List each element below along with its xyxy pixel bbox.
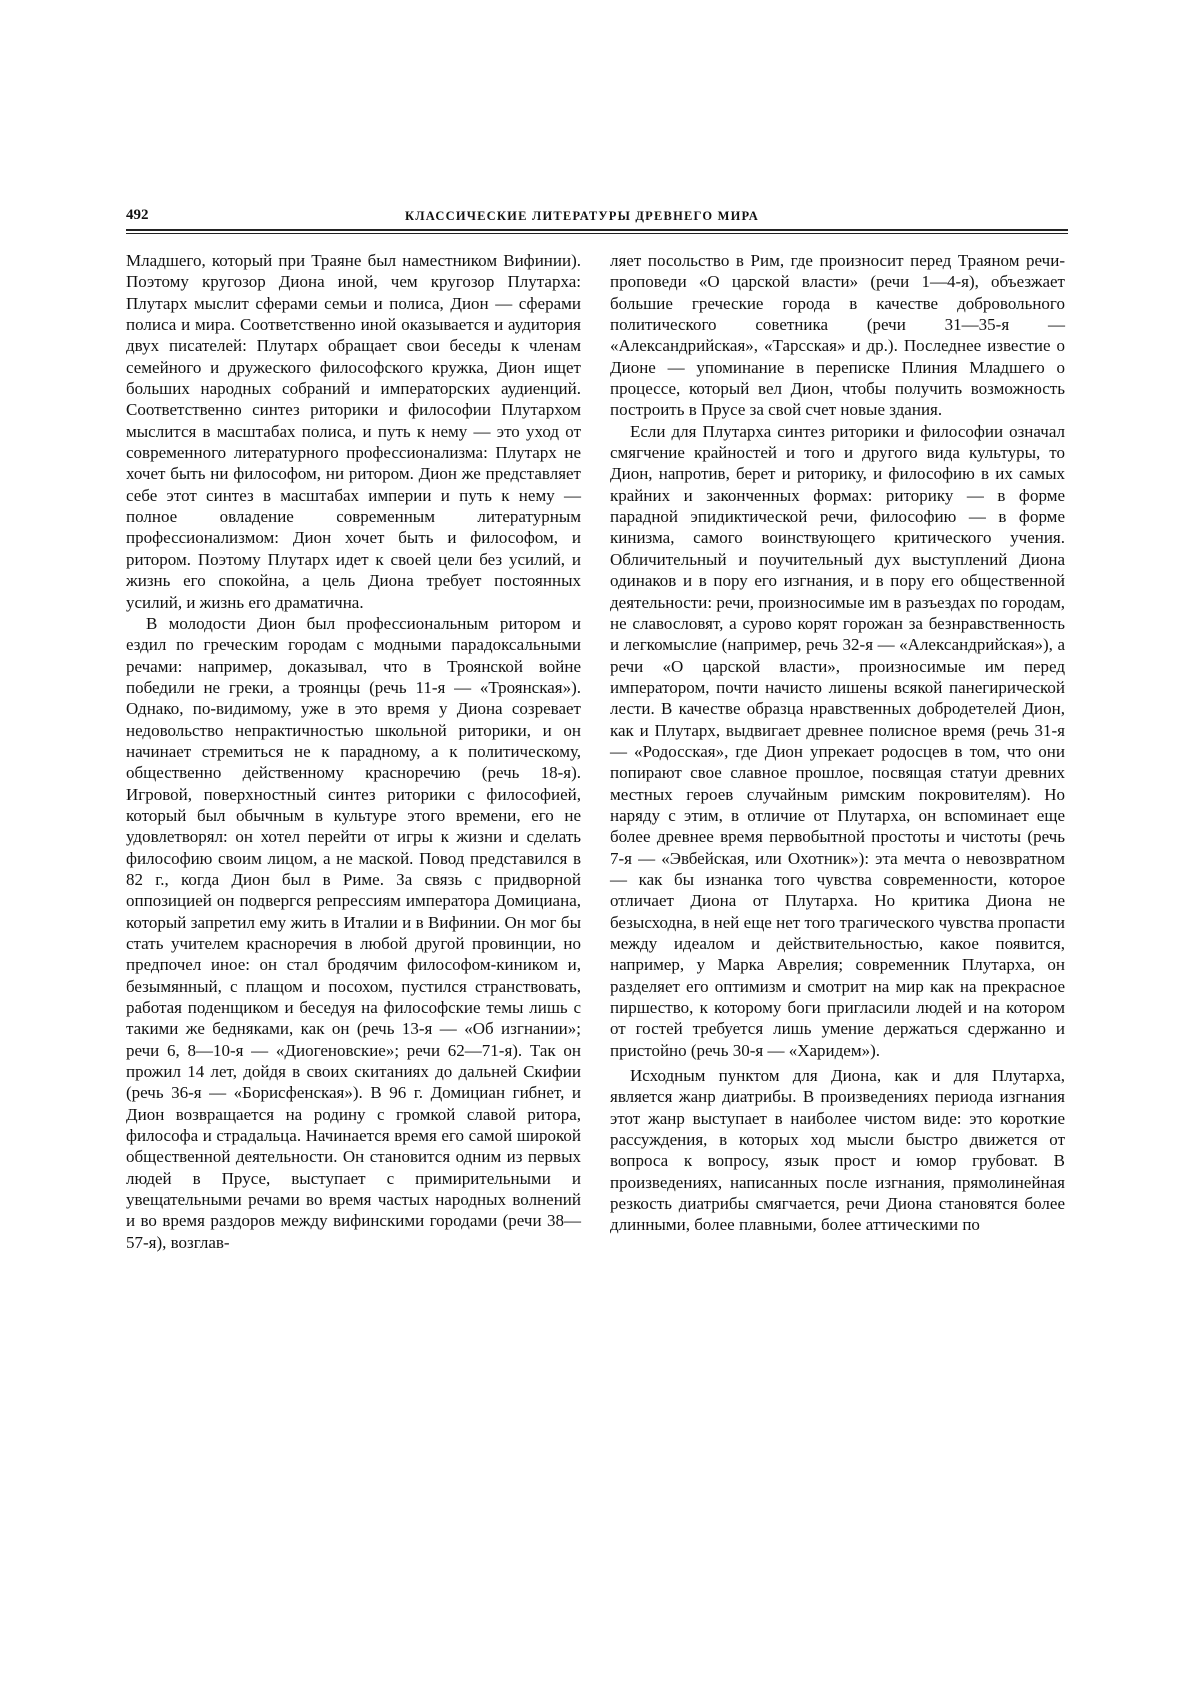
page-number: 492	[126, 207, 149, 223]
header-rule-thin	[126, 233, 1068, 234]
paragraph: В молодости Дион был профессиональным ритором и ездил по греческим городам с модными парадоксальными речами: например, доказывал, что в Троянской войне победили не греки, а троянцы (речь 11-я — «Троянская»). Однако, по-видимому, уже в это время у Диона созревает недовольство непрактичностью школьной риторики, и он начинает стремиться не к парадному, а к политическому, общественно действенному красноречию (речь 18-я). Игровой, поверхностный синтез риторики с философией, который был обычным в культуре этого времени, его не удовлетворял: он хотел перейти от игры к жизни и сделать философию своим лицом, а не маской. Повод представился в 82 г., когда Дион был в Риме. За связь с придворной оппозицией он подвергся репрессиям императора Домициана, который запретил ему жить в Италии и в Вифинии. Он мог бы стать учителем красноречия в любой другой провинции, но предпочел иное: он стал бродячим философом-киником и, безымянный, с плащом и посохом, пустился странствовать, работая поденщиком и беседуя на философские темы лишь с такими же бедняками, как он (речь 13-я — «Об изгнании»; речи 6, 8—10-я — «Диогеновские»; речи 62—71-я). Так он прожил 14 лет, дойдя в своих скитаниях до дальней Скифии (речь 36-я — «Борисфенская»). В 96 г. Домициан гибнет, и Дион возвращается на родину с громкой славой ритора, философа и страдальца. Начинается время его самой широкой общественной деятельности. Он становится одним из первых людей в Прусе, выступает с примирительными и увещательными речами во время частых народных волнений и во время раздоров между вифинскими городами (речи 38—57-я), возглав-	[126, 613, 581, 1252]
paragraph: Если для Плутарха синтез риторики и философии означал смягчение крайностей и того и другого вида культуры, то Дион, напротив, берет и риторику, и философию в их самых крайних и законченных формах: риторику — в форме парадной эпидиктической речи, философию — в форме кинизма, самого воинствующего критического учения. Обличительный и поучительный дух выступлений Диона одинаков и в пору его изгнания, и в пору его общественной деятельности: речи, произносимые им в разъездах по городам, не славословят, а сурово корят горожан за безнравственность и легкомыслие (например, речь 32-я — «Александрийская»), а речи «О царской власти», произносимые им перед императором, почти начисто лишены всякой панегирической лести. В качестве образца нравственных добродетелей Дион, как и Плутарх, выдвигает древнее полисное время (речь 31-я — «Родосская», где Дион упрекает родосцев в том, что они попирают свое славное прошлое, посвящая статуи древних местных героев случайным римским покровителям). Но наряду с этим, в отличие от Плутарха, он вспоминает еще более древнее время первобытной простоты и чистоты (речь 7-я — «Эвбейская, или Охотник»): эта мечта о невозвратном — как бы изнанка того чувства современности, которое отличает Диона от Плутарха. Но критика Диона не безысходна, в ней еще нет того трагического чувства пропасти между идеалом и действительностью, какое появится, например, у Марка Аврелия; современник Плутарха, он разделяет его оптимизм и смотрит на мир как на прекрасное пиршество, к которому боги пригласили людей и на котором от гостей требуется лишь умение держаться сдержанно и пристойно (речь 30-я — «Харидем»).	[610, 421, 1065, 1060]
paragraph: ляет посольство в Рим, где произносит перед Траяном речи-проповеди «О царской власти» (речи 1—4-я), объезжает большие греческие города в качестве добровольного политического советника (речи 31—35-я — «Александрийская», «Тарсская» и др.). Последнее известие о Дионе — упоминание в переписке Плиния Младшего о процессе, который вел Дион, чтобы получить возможность построить в Прусе за свой счет новые здания.	[610, 251, 1065, 420]
running-title: КЛАССИЧЕСКИЕ ЛИТЕРАТУРЫ ДРЕВНЕГО МИРА	[405, 209, 760, 223]
paragraph: Исходным пунктом для Диона, как и для Плутарха, является жанр диатрибы. В произведениях периода изгнания этот жанр выступает в наиболее чистом виде: это короткие рассуждения, в которых ход мысли быстро движется от вопроса к вопросу, язык прост и юмор грубоват. В произведениях, написанных после изгнания, прямолинейная резкость диатрибы смягчается, речи Диона становятся более длинными, более плавными, более аттическими по	[610, 1066, 1065, 1235]
left-column	[126, 250, 581, 1253]
paragraph: Младшего, который при Траяне был наместником Вифинии). Поэтому кругозор Диона иной, чем кругозор Плутарха: Плутарх мыслит сферами семьи и полиса, Дион — сферами полиса и мира. Соответственно иной оказывается и аудитория двух писателей: Плутарх обращает свои беседы к членам семейного и дружеского философского кружка, Дион ищет больших народных собраний и императорских аудиенций. Соответственно синтез риторики и философии Плутархом мыслится в масштабах полиса, и путь к нему — это уход от современного литературного профессионализма: Плутарх не хочет быть ни философом, ни ритором. Дион же представляет себе этот синтез в масштабах империи и путь к нему — полное овладение современным литературным профессионализмом: Дион хочет быть и философом, и ритором. Поэтому Плутарх идет к своей цели без усилий, и жизнь его спокойна, а цель Диона требует постоянных усилий, и жизнь его драматична.	[126, 251, 581, 612]
right-column	[610, 250, 1065, 1236]
header-rule-thick	[126, 229, 1068, 231]
